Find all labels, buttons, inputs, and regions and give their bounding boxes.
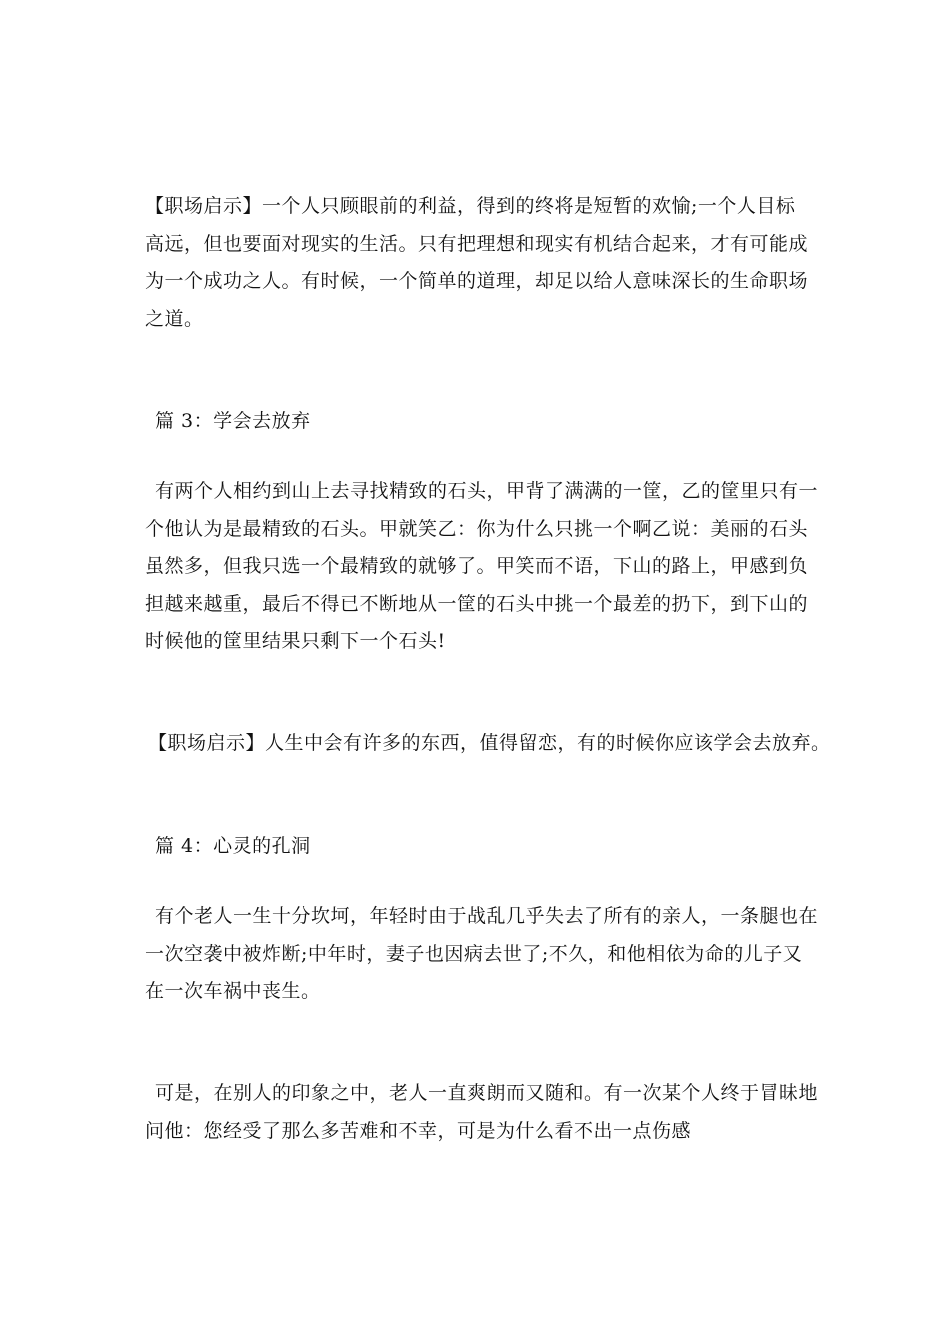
- paragraph-line: 为一个成功之人。有时候，一个简单的道理，却足以给人意味深长的生命职场: [145, 270, 809, 292]
- paragraph-line: 高远，但也要面对现实的生活。只有把理想和现实有机结合起来，才有可能成: [145, 233, 809, 255]
- paragraph-line: 担越来越重，最后不得已不断地从一筐的石头中挑一个最差的扔下，到下山的: [145, 593, 809, 615]
- paragraph-line: 一次空袭中被炸断;中年时，妻子也因病去世了;不久，和他相依为命的儿子又: [145, 943, 803, 965]
- paragraph-line: 在一次车祸中丧生。: [145, 980, 321, 1002]
- paragraph-line: 问他：您经受了那么多苦难和不幸，可是为什么看不出一点伤感: [145, 1120, 692, 1142]
- section-heading: 篇 3：学会去放弃: [155, 410, 311, 432]
- paragraph-line: 个他认为是最精致的石头。甲就笑乙：你为什么只挑一个啊乙说：美丽的石头: [145, 518, 809, 540]
- paragraph-line: 可是，在别人的印象之中，老人一直爽朗而又随和。有一次某个人终于冒昧地: [155, 1082, 819, 1104]
- paragraph-line: 有两个人相约到山上去寻找精致的石头，甲背了满满的一筐，乙的筐里只有一: [155, 480, 819, 502]
- paragraph-line: 【职场启示】人生中会有许多的东西，值得留恋，有的时候你应该学会去放弃。: [148, 732, 831, 754]
- paragraph-line: 时候他的筐里结果只剩下一个石头!: [145, 630, 446, 652]
- paragraph-line: 【职场启示】一个人只顾眼前的利益，得到的终将是短暂的欢愉;一个人目标: [145, 195, 796, 217]
- section-heading: 篇 4：心灵的孔洞: [155, 835, 311, 857]
- paragraph-line: 有个老人一生十分坎坷，年轻时由于战乱几乎失去了所有的亲人，一条腿也在: [155, 905, 819, 927]
- paragraph-line: 之道。: [145, 308, 204, 330]
- paragraph-line: 虽然多，但我只选一个最精致的就够了。甲笑而不语，下山的路上，甲感到负: [145, 555, 809, 577]
